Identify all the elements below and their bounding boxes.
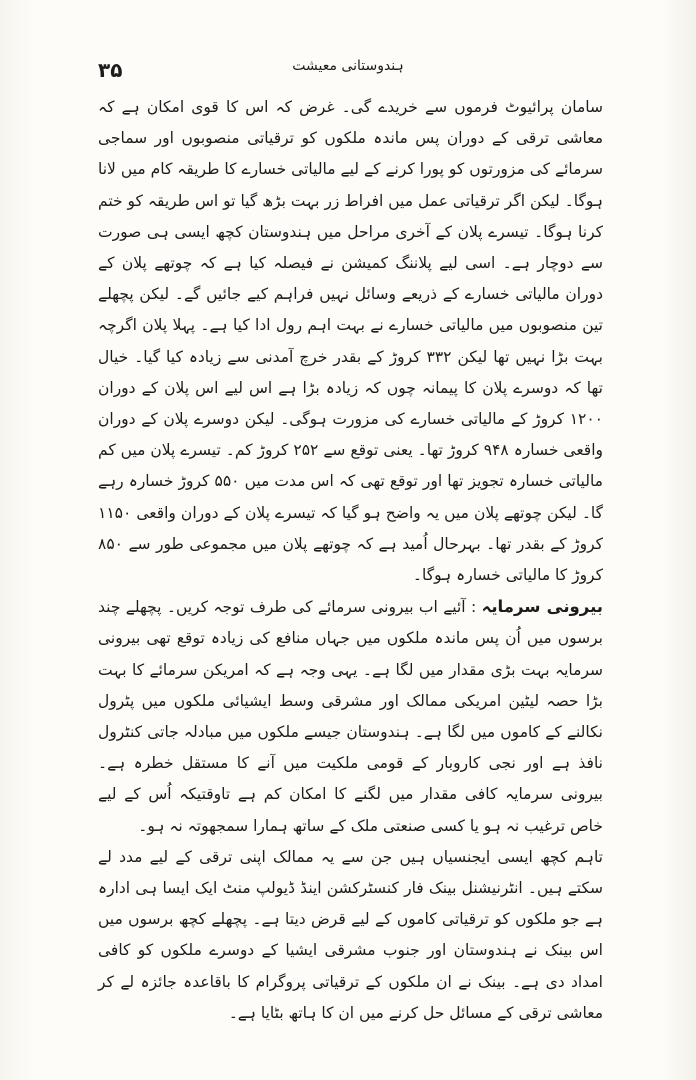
running-title: ہندوستانی معیشت <box>292 58 404 74</box>
paragraph-text: : آئیے اب بیرونی سرمائے کی طرف توجہ کریں۔ پچھلے چند برسوں میں اُن پس ماندہ ملکوں میں جہاں منافع کی زیادہ توقع تھی بیرونی سرمایہ بہت بڑی مقدار میں لگا ہے۔ یہی وجہ ہے کہ امریکن سرمائے کا بہت بڑا حصہ لیٹین امریکی ممالک اور مشرقی وسط ایشیائی ملکوں میں پٹرول نکالنے کے کاموں میں لگا ہے۔ ہندوستان جیسے ملکوں میں مبادلہ جاتی کنٹرول نافذ ہے اور نجی کاروبار کے قومی ملکیت میں آنے کا مستقل خطرہ ہے۔ بیرونی سرمایہ کافی مقدار میں لگنے کا امکان کم ہے تاوقتیکہ اُس کے لیے خاص ترغیب نہ ہو یا کسی صنعتی ملک کے ساتھ ہمارا سمجھوتہ نہ ہو۔ <box>98 598 603 835</box>
paragraph-text: تاہم کچھ ایسی ایجنسیاں ہیں جن سے یہ ممالک اپنی ترقی کے لیے مدد لے سکتے ہیں۔ انٹرنیشنل بینک فار کنسٹرکشن اینڈ ڈیولپ منٹ ایک ایسا ہی ادارہ ہے جو ملکوں کو ترقیاتی کاموں کے لیے قرض دیتا ہے۔ پچھلے کچھ برسوں میں اس بینک نے ہندوستان اور جنوب مشرقی ایشیا کے دوسرے ملکوں کو کافی امداد دی ہے۔ بینک نے ان ملکوں کے ترقیاتی پروگرام کا باقاعدہ جائزہ لے کر معاشی ترقی کے مسائل حل کرنے میں ان کا ہاتھ بٹایا ہے۔ <box>98 847 603 1022</box>
paragraph-text: سامان پرائیوٹ فرموں سے خریدے گی۔ غرض کہ اس کا قوی امکان ہے کہ معاشی ترقی کے دوران پس ماندہ ملکوں کو ترقیاتی منصوبوں اور سماجی سرمائے کی مزورتوں کو پورا کرنے کے لیے مالیاتی خسارے کا طریقہ کام میں لانا ہوگا۔ لیکن اگر ترقیاتی عمل میں افراط زر بہت بڑھ گیا تو اس طریقہ کو ختم کرنا ہوگا۔ تیسرے پلان کے آخری مراحل میں ہندوستان کچھ ایسی ہی صورت سے دوچار ہے۔ اسی لیے پلاننگ کمیشن نے فیصلہ کیا ہے کہ چوتھے پلان کے دوران مالیاتی خسارے کے ذریعے وسائل نہیں فراہم کیے جائیں گے۔ لیکن پچھلے تین منصوبوں میں مالیاتی خسارے نے بہت اہم رول ادا کیا ہے۔ پہلا پلان اگرچہ بہت بڑا نہیں تھا لیکن ۳۳۲ کروڑ کے بقدر خرچ آمدنی سے زیادہ کیا گیا۔ خیال تھا کہ دوسرے پلان کا پیمانہ چوں کہ زیادہ بڑا ہے اس لیے اس پلان کے دوران ۱۲۰۰ کروڑ کے مالیاتی خسارے کی مزورت ہوگی۔ لیکن دوسرے پلان کے دوران واقعی خسارہ ۹۴۸ کروڑ تھا۔ یعنی توقع سے ۲۵۲ کروڑ کم۔ تیسرے پلان میں کم مالیاتی خسارہ تجویز تھا اور توقع تھی کہ اس مدت میں ۵۵۰ کروڑ خسارہ رہے گا۔ لیکن چوتھے پلان میں یہ واضح ہو گیا کہ تیسرے پلان کے دوران واقعی ۱۱۵۰ کروڑ کے بقدر تھا۔ بہرحال اُمید ہے کہ چوتھے پلان میں مجموعی طور سے ۸۵۰ کروڑ کا مالیاتی خسارہ ہوگا۔ <box>98 98 603 585</box>
section-heading: بیرونی سرمایہ <box>481 597 604 617</box>
page-number: ۳۵ <box>98 58 123 82</box>
paragraph <box>98 591 603 842</box>
paragraph <box>98 842 603 1029</box>
body-text <box>98 92 603 1029</box>
paragraph <box>98 92 603 591</box>
